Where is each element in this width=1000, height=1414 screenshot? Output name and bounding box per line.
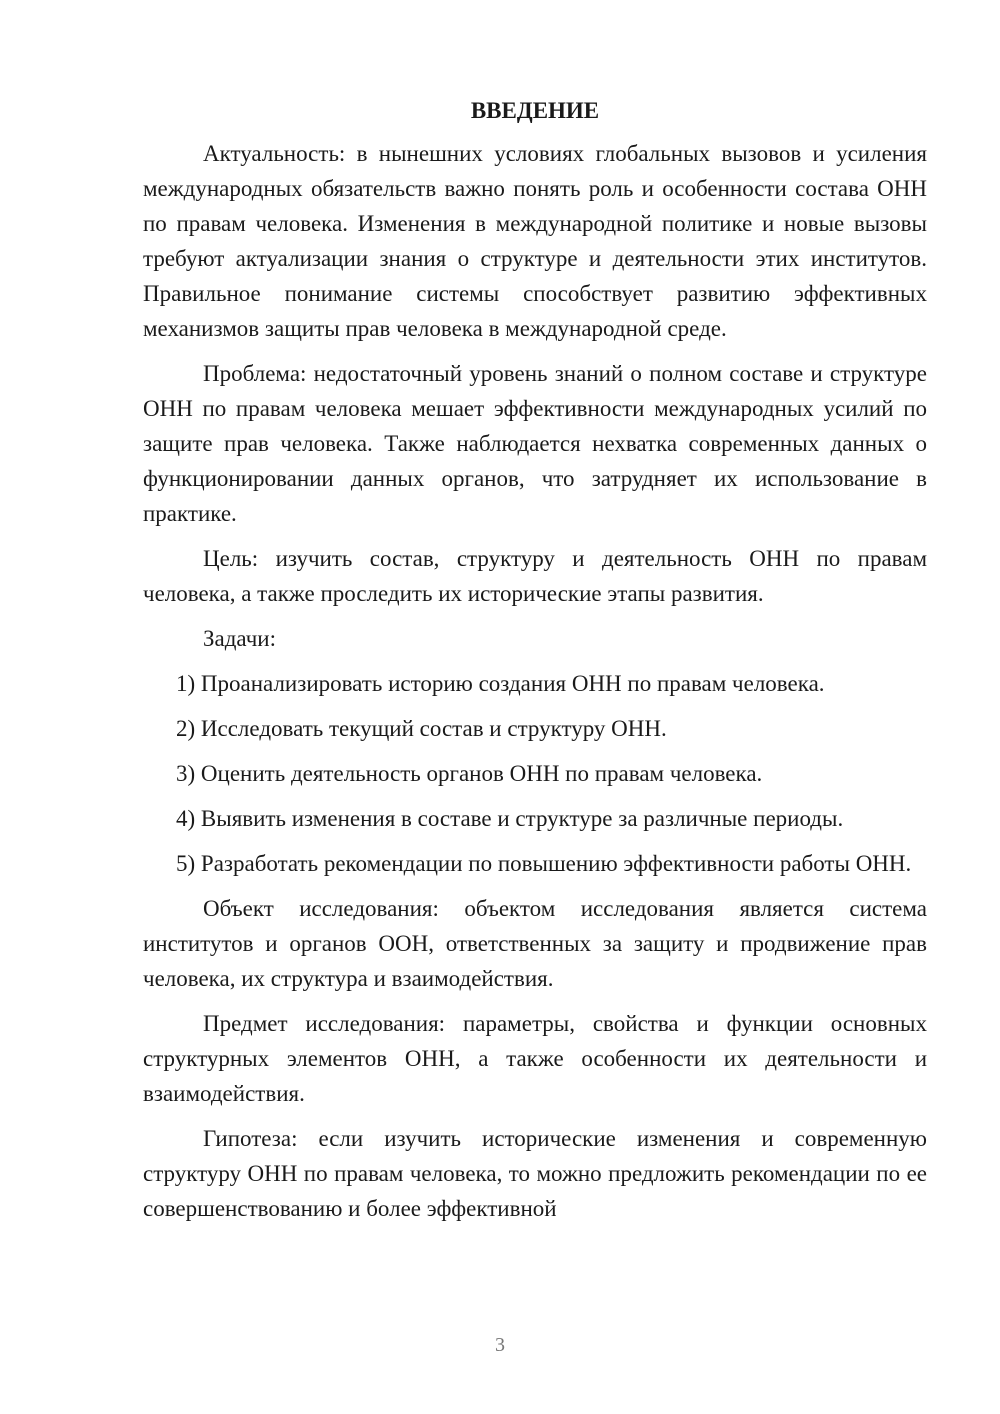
relevance-paragraph: Актуальность: в нынешних условиях глобальных вызовов и усиления международных обязательств важно понять роль и особенности состава ОНН по правам человека. Изменения в международной политике и новые вызовы требуют актуализации знания о структуре и деятельности этих институтов. Правильное понимание системы способствует развитию эффективных механизмов защиты прав человека в международной среде.	[143, 141, 927, 341]
task-item: 3) Оценить деятельность органов ОНН по правам человека.	[176, 761, 763, 786]
page-number: 3	[495, 1334, 505, 1356]
goal-paragraph: Цель: изучить состав, структуру и деятельность ОНН по правам человека, а также проследить их исторические этапы развития.	[143, 546, 927, 606]
tasks-label: Задачи:	[203, 626, 276, 651]
subject-paragraph: Предмет исследования: параметры, свойства и функции основных структурных элементов ОНН, а также особенности их деятельности и взаимодействия.	[143, 1011, 927, 1106]
object-paragraph: Объект исследования: объектом исследования является система институтов и органов ООН, ответственных за защиту и продвижение прав человека, их структура и взаимодействия.	[143, 896, 927, 991]
task-item: 2) Исследовать текущий состав и структуру ОНН.	[176, 716, 667, 741]
hypothesis-paragraph: Гипотеза: если изучить исторические изменения и современную структуру ОНН по правам человека, то можно предложить рекомендации по ее совершенствованию и более эффективной	[143, 1126, 927, 1221]
task-item: 5) Разработать рекомендации по повышению эффективности работы ОНН.	[176, 851, 912, 876]
section-title: ВВЕДЕНИЕ	[470, 98, 600, 123]
task-item: 1) Проанализировать историю создания ОНН по правам человека.	[176, 671, 825, 696]
problem-paragraph: Проблема: недостаточный уровень знаний о полном составе и структуре ОНН по правам человека мешает эффективности международных усилий по защите прав человека. Также наблюдается нехватка современных данных о функционировании данных органов, что затрудняет их использование в практике.	[143, 361, 927, 526]
task-item: 4) Выявить изменения в составе и структуре за различные периоды.	[176, 806, 844, 831]
page-content	[143, 93, 927, 1236]
